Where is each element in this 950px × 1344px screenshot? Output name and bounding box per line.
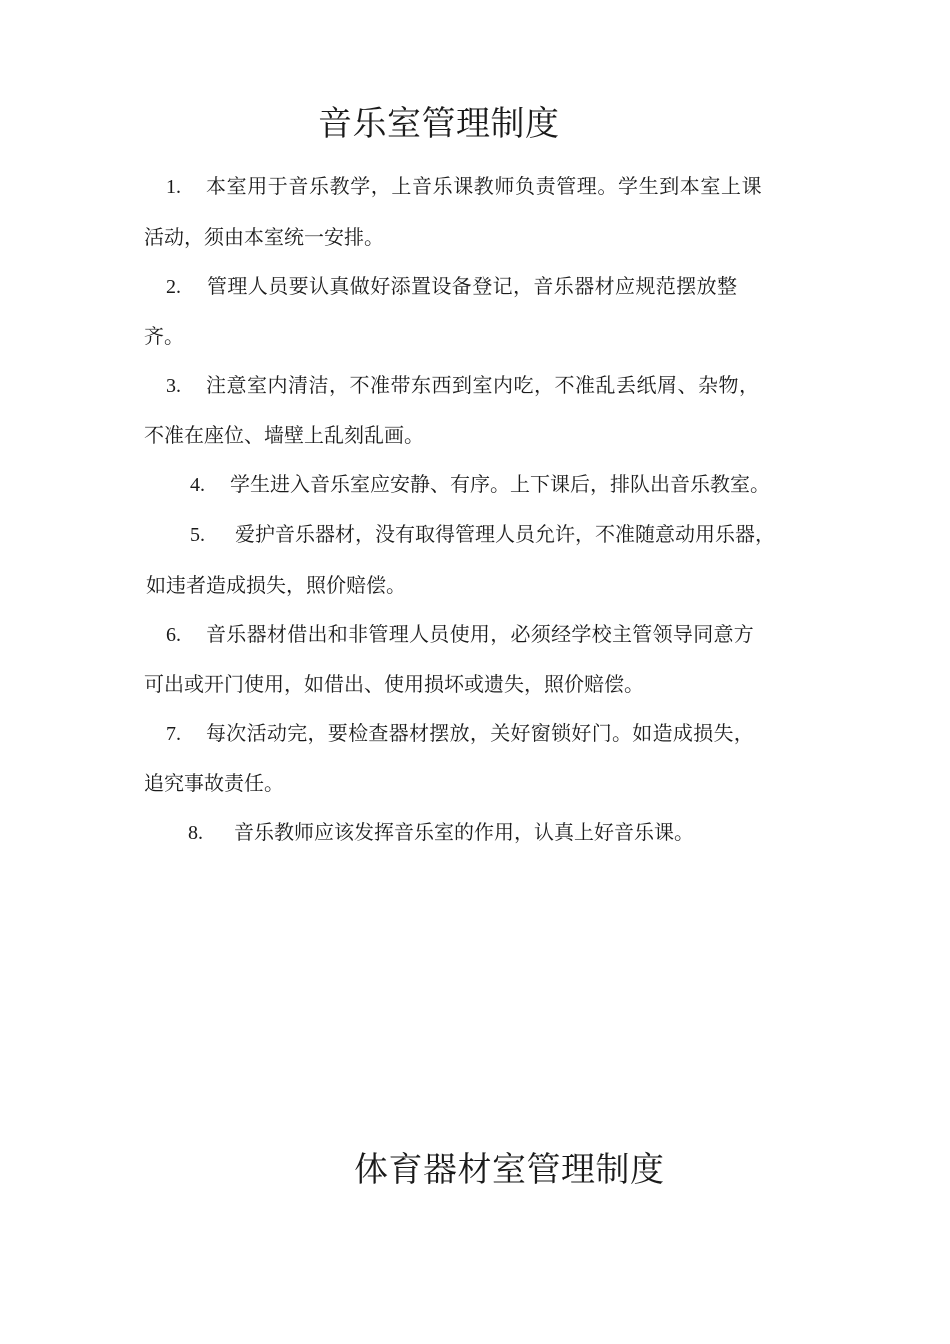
rule-8 (188, 818, 694, 847)
rule-2-continuation: 齐。 (144, 324, 184, 348)
rule-7 (166, 719, 754, 748)
rule-3-text: 注意室内清洁，不准带东西到室内吃，不准乱丢纸屑、杂物， (206, 373, 760, 397)
rule-2-text: 管理人员要认真做好添置设备登记，音乐器材应规范摆放整 (207, 274, 738, 298)
rule-4 (190, 470, 770, 499)
rule-1-number: 1. (166, 176, 181, 198)
rule-8-number: 8. (188, 822, 203, 844)
rule-3-number: 3. (166, 375, 181, 397)
rule-6-text: 音乐器材借出和非管理人员使用，必须经学校主管领导同意方 (206, 622, 755, 646)
next-section-title: 体育器材室管理制度 (354, 1150, 665, 1190)
rule-8-text: 音乐教师应该发挥音乐室的作用，认真上好音乐课。 (234, 820, 694, 844)
rule-6 (166, 620, 754, 649)
rule-6-continuation: 可出或开门使用，如借出、使用损坏或遗失，照价赔偿。 (144, 672, 644, 696)
rule-4-text: 学生进入音乐室应安静、有序。上下课后，排队出音乐教室。 (230, 472, 770, 496)
rule-7-text: 每次活动完，要检查器材摆放，关好窗锁好门。如造成损失， (206, 721, 755, 745)
rule-1-text: 本室用于音乐教学，上音乐课教师负责管理。学生到本室上课 (206, 174, 763, 198)
rule-5-number: 5. (190, 524, 205, 546)
rule-1-continuation: 活动，须由本室统一安排。 (144, 225, 384, 249)
rule-7-number: 7. (166, 723, 181, 745)
rule-3-continuation: 不准在座位、墙壁上乱刻乱画。 (144, 423, 424, 447)
rule-5-continuation: 如违者造成损失，照价赔偿。 (146, 573, 406, 597)
rule-7-continuation: 追究事故责任。 (144, 771, 284, 795)
rule-3 (166, 371, 760, 400)
rule-5 (190, 520, 775, 549)
rule-2-number: 2. (166, 276, 181, 298)
rule-5-text: 爱护音乐器材，没有取得管理人员允许，不准随意动用乐器， (235, 522, 775, 546)
rule-6-number: 6. (166, 624, 181, 646)
rule-2 (166, 272, 737, 301)
rule-1 (166, 172, 762, 201)
rule-4-number: 4. (190, 474, 205, 496)
document-title: 音乐室管理制度 (318, 104, 560, 144)
